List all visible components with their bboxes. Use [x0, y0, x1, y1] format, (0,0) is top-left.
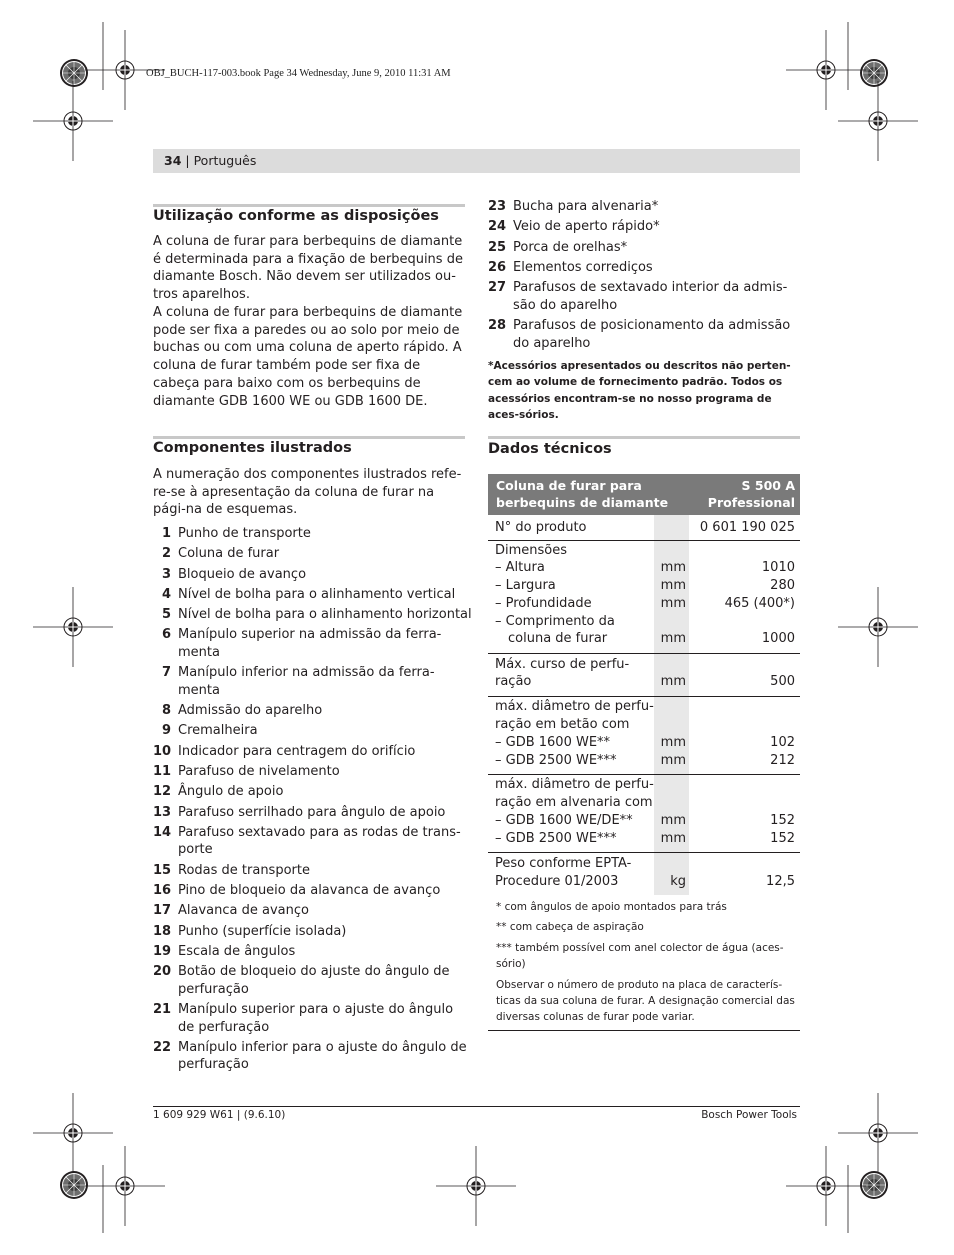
row-label: – Largura — [495, 578, 556, 593]
list-item — [153, 1001, 467, 1036]
item-number: 16 — [153, 883, 172, 898]
row-label: Peso conforme EPTA- — [495, 856, 632, 871]
row-unit: kg — [670, 874, 686, 889]
row-label: máx. diâmetro de perfu- — [495, 777, 654, 792]
list-item — [153, 545, 467, 563]
item-number: 26 — [488, 259, 507, 275]
row-label: – Comprimento da — [495, 614, 615, 629]
page-header — [153, 149, 800, 173]
item-number: 5 — [161, 607, 171, 623]
item-text: Manípulo superior para o ajuste do ângulo de perfuração — [178, 1002, 454, 1035]
footnote: * com ângulos de apoio montados para trás — [496, 901, 727, 913]
footer-doc-number: 1 609 929 W61 | (9.6.10) — [153, 1109, 286, 1121]
item-number: 14 — [153, 824, 172, 840]
list-item — [153, 923, 467, 941]
row-label: coluna de furar — [508, 631, 608, 646]
row-label: – GDB 1600 WE/DE** — [495, 813, 633, 828]
item-number: 10 — [153, 743, 172, 759]
list-item — [153, 943, 467, 961]
item-text: Escala de ângulos — [178, 943, 296, 959]
list-item — [153, 586, 467, 604]
list-item — [153, 862, 467, 880]
header-text — [164, 153, 256, 168]
row-unit: mm — [660, 735, 686, 750]
row-value: 280 — [770, 578, 795, 593]
item-number: 1 — [161, 526, 171, 541]
row-value: 465 (400*) — [724, 596, 795, 611]
item-text: Parafuso serrilhado para ângulo de apoio — [178, 804, 446, 820]
list-item — [153, 824, 467, 859]
footnotes — [488, 899, 800, 1031]
item-text: Porca de orelhas* — [513, 239, 628, 255]
item-number: 19 — [153, 943, 172, 959]
list-item — [488, 317, 802, 352]
item-text: Nível de bolha para o alinhamento horizontal — [178, 607, 472, 623]
list-item — [153, 963, 467, 998]
heading-tech-data: Dados técnicos — [488, 441, 612, 457]
item-number: 7 — [161, 665, 171, 681]
list-item — [153, 1039, 467, 1074]
row-value: 102 — [770, 735, 795, 750]
item-text: Bloqueio de avanço — [178, 566, 307, 582]
row-label: máx. diâmetro de perfu- — [495, 699, 654, 714]
item-text: Veio de aperto rápido* — [513, 219, 660, 235]
list-item — [153, 763, 467, 781]
row-label: – GDB 2500 WE*** — [495, 831, 617, 846]
item-number: 9 — [161, 723, 171, 739]
row-unit: mm — [660, 631, 686, 646]
print-meta-line: OBJ_BUCH-117-003.book Page 34 Wednesday, June 9, 2010 11:31 AM — [146, 68, 451, 79]
tech-data-table — [488, 474, 800, 1031]
components-list — [153, 525, 472, 1077]
item-text: Nível de bolha para o alinhamento vertical — [178, 586, 456, 602]
row-label: – Profundidade — [495, 596, 592, 611]
item-number: 11 — [153, 764, 172, 779]
row-value: 1000 — [761, 631, 795, 646]
list-item — [488, 218, 802, 236]
table-header — [488, 474, 800, 515]
row-value: 152 — [770, 813, 795, 828]
item-text: Parafusos de posicionamento da admissão do aparelho — [513, 318, 791, 351]
heading-usage: Utilização conforme as disposições — [153, 208, 439, 224]
item-number: 18 — [153, 923, 172, 939]
section-rule-components — [153, 436, 465, 439]
item-text: Manípulo superior na admissão da ferra-menta — [178, 627, 442, 660]
list-item — [153, 783, 467, 801]
item-number: 25 — [488, 239, 507, 255]
item-number: 23 — [488, 199, 507, 214]
row-label: ração — [495, 674, 532, 689]
list-item — [153, 743, 467, 761]
row-unit: mm — [660, 753, 686, 768]
list-item — [153, 626, 467, 661]
table-row — [488, 515, 800, 541]
footnote: *** também possível com anel colector de água (aces-sório) — [496, 941, 784, 971]
item-number: 4 — [161, 586, 171, 602]
item-number: 13 — [153, 804, 172, 820]
item-text: Rodas de transporte — [178, 862, 310, 878]
item-text: Manípulo inferior na admissão da ferra-menta — [178, 665, 435, 698]
list-item — [488, 198, 802, 216]
row-label: – GDB 2500 WE*** — [495, 753, 617, 768]
footnote: ** com cabeça de aspiração — [496, 921, 644, 934]
row-label: ração em betão com — [495, 717, 630, 732]
item-number: 22 — [153, 1039, 172, 1055]
list-item — [153, 566, 467, 584]
row-unit: mm — [660, 578, 686, 593]
header-separator: | — [181, 153, 194, 168]
item-text: Parafusos de sextavado interior da admis-são do aparelho — [513, 280, 788, 313]
item-text: Alavanca de avanço — [178, 903, 309, 919]
list-item — [153, 902, 467, 920]
row-value: 0 601 190 025 — [699, 520, 795, 535]
row-label: N° do produto — [495, 520, 587, 535]
table-row — [488, 654, 800, 697]
item-number: 3 — [161, 566, 171, 582]
list-item — [153, 702, 467, 720]
row-unit: mm — [660, 831, 686, 846]
row-unit: mm — [660, 674, 686, 689]
item-number: 17 — [153, 903, 172, 919]
list-item — [153, 664, 467, 699]
components-intro: A numeração dos componentes ilustrados refe-re-se à apresentação da coluna de furar na pági-na de esquemas. — [153, 467, 462, 518]
item-text: Elementos corrediços — [513, 259, 653, 275]
row-value: 152 — [770, 831, 795, 846]
table-header-left: Coluna de furar para berbequins de diamante — [496, 478, 669, 510]
accessory-note: *Acessórios apresentados ou descritos não perten-cem ao volume de fornecimento padrão. Todos os acessórios encontram-se no nosso programa de aces-sórios. — [488, 360, 791, 422]
row-value: 12,5 — [766, 874, 795, 889]
table-row — [488, 697, 800, 775]
item-text: Manípulo inferior para o ajuste do ângulo de perfuração — [178, 1039, 467, 1073]
table-header-right: S 500 A Professional — [707, 478, 795, 510]
item-text: Pino de bloqueio da alavanca de avanço — [178, 883, 441, 898]
row-value: 1010 — [761, 560, 795, 575]
item-number: 12 — [153, 784, 172, 800]
item-number: 20 — [153, 964, 172, 980]
item-text: Botão de bloqueio do ajuste do ângulo de perfuração — [178, 964, 450, 997]
row-label: Máx. curso de perfu- — [495, 657, 630, 672]
footer-brand: Bosch Power Tools — [701, 1109, 797, 1121]
list-item — [488, 279, 802, 314]
item-text: Cremalheira — [178, 723, 258, 739]
item-number: 28 — [488, 318, 507, 333]
item-text: Parafuso sextavado para as rodas de trans-porte — [178, 824, 461, 858]
list-item — [153, 804, 467, 822]
row-label: Dimensões — [495, 543, 568, 558]
list-item — [153, 722, 467, 740]
header-language: Português — [193, 153, 257, 168]
item-number: 6 — [161, 627, 171, 643]
item-number: 8 — [161, 703, 171, 719]
row-label: – Altura — [495, 560, 545, 575]
item-text: Ângulo de apoio — [178, 784, 284, 800]
table-row — [488, 853, 800, 895]
item-text: Punho (superfície isolada) — [178, 923, 347, 939]
item-text: Admissão do aparelho — [178, 703, 323, 719]
usage-paragraph-1: A coluna de furar para berbequins de diamante é determinada para a fixação de berbequins de diamante Bosch. Não devem ser utilizados ou-tros aparelhos. — [153, 234, 463, 303]
table-row — [488, 541, 800, 654]
row-value: 500 — [770, 674, 795, 689]
item-text: Bucha para alvenaria* — [513, 199, 659, 214]
item-text: Punho de transporte — [178, 526, 311, 541]
item-text: Coluna de furar — [178, 546, 280, 562]
row-label: ração em alvenaria com — [495, 795, 653, 810]
list-item — [488, 259, 802, 277]
heading-components: Componentes ilustrados — [153, 440, 352, 456]
section-rule-tech — [488, 436, 800, 439]
list-item — [153, 606, 472, 624]
row-unit: mm — [660, 813, 686, 828]
table-row — [488, 775, 800, 853]
row-label: Procedure 01/2003 — [495, 874, 619, 889]
item-text: Parafuso de nivelamento — [178, 764, 340, 779]
usage-paragraph-2: A coluna de furar para berbequins de diamante pode ser fixa a paredes ou ao solo por meio de buchas ou com uma coluna de aperto rápido. A coluna de furar também pode ser fixa de cabeça para baixo com os berbequins de diamante GDB 1600 WE ou GDB 1600 DE. — [153, 305, 463, 409]
item-number: 2 — [161, 546, 171, 562]
row-label: – GDB 1600 WE** — [495, 735, 611, 750]
page-number: 34 — [164, 153, 182, 168]
item-number: 15 — [153, 862, 172, 878]
section-rule-usage — [153, 204, 465, 207]
footnote: Observar o número de produto na placa de caracterís-ticas da sua coluna de furar. A designação comercial das diversas colunas de furar pode variar. — [496, 978, 795, 1024]
footer-rule — [153, 1106, 800, 1107]
list-item — [153, 525, 467, 543]
list-item — [153, 882, 467, 900]
list-item — [488, 239, 802, 257]
row-unit: mm — [660, 596, 686, 611]
row-value: 212 — [770, 753, 795, 768]
item-number: 27 — [488, 280, 507, 296]
item-number: 21 — [153, 1002, 172, 1017]
item-text: Indicador para centragem do orifício — [178, 743, 416, 759]
row-unit: mm — [660, 560, 686, 575]
components-list-continued — [488, 198, 802, 355]
item-number: 24 — [488, 219, 507, 235]
